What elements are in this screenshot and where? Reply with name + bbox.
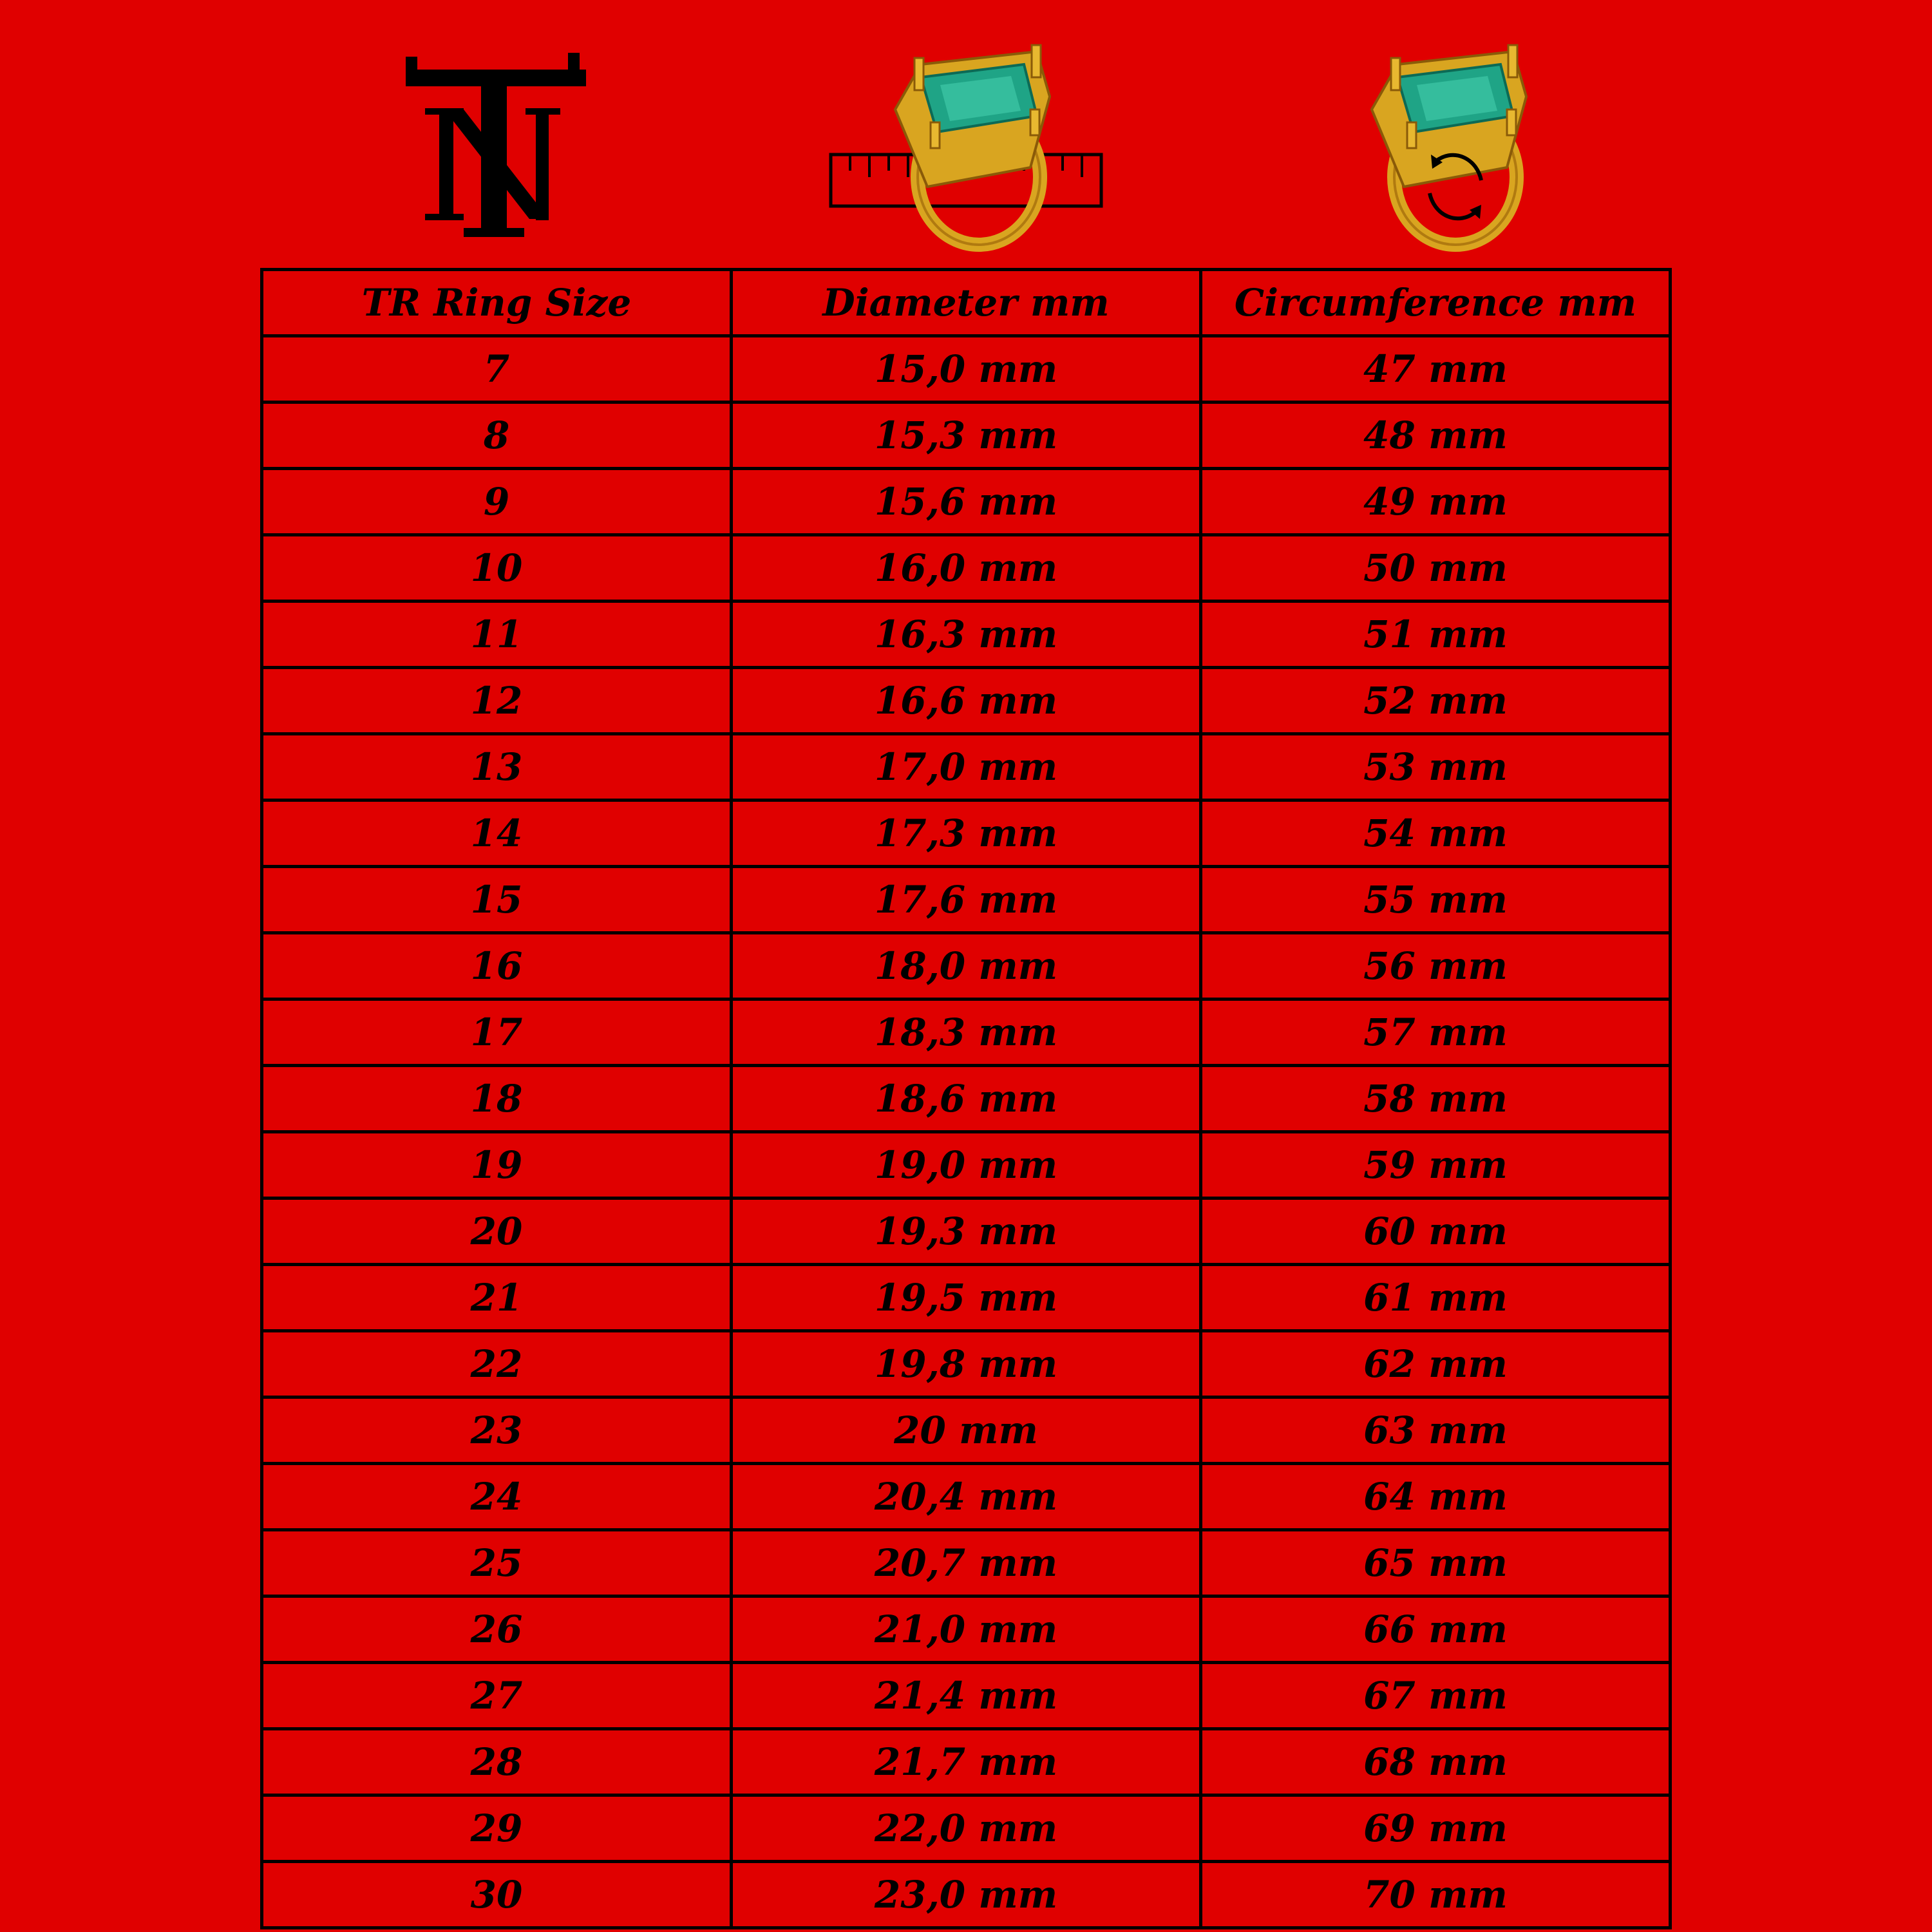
cell-circumference: 59 mm bbox=[1201, 1132, 1671, 1198]
cell-ring-size: 22 bbox=[262, 1331, 732, 1397]
cell-diameter: 15,0 mm bbox=[732, 336, 1201, 402]
header-circumference: Circumference mm bbox=[1201, 270, 1671, 336]
cell-ring-size: 12 bbox=[262, 668, 732, 734]
cell-circumference: 65 mm bbox=[1201, 1530, 1671, 1596]
table-row bbox=[262, 1795, 1671, 1862]
cell-circumference: 66 mm bbox=[1201, 1596, 1671, 1663]
table-row bbox=[262, 933, 1671, 999]
table-row bbox=[262, 668, 1671, 734]
cell-ring-size: 10 bbox=[262, 535, 732, 601]
cell-ring-size: 7 bbox=[262, 336, 732, 402]
cell-circumference: 70 mm bbox=[1201, 1862, 1671, 1928]
cell-diameter: 21,7 mm bbox=[732, 1729, 1201, 1795]
cell-diameter: 16,6 mm bbox=[732, 668, 1201, 734]
table-row bbox=[262, 1265, 1671, 1331]
cell-circumference: 47 mm bbox=[1201, 336, 1671, 402]
cell-ring-size: 16 bbox=[262, 933, 732, 999]
ring-size-table bbox=[260, 268, 1672, 1929]
cell-ring-size: 23 bbox=[262, 1397, 732, 1464]
header bbox=[0, 0, 1932, 258]
cell-diameter: 16,0 mm bbox=[732, 535, 1201, 601]
table-row bbox=[262, 336, 1671, 402]
table-row bbox=[262, 1663, 1671, 1729]
header-diameter: Diameter mm bbox=[732, 270, 1201, 336]
table-row bbox=[262, 469, 1671, 535]
cell-diameter: 16,3 mm bbox=[732, 601, 1201, 668]
cell-ring-size: 26 bbox=[262, 1596, 732, 1663]
cell-ring-size: 17 bbox=[262, 999, 732, 1066]
tn-monogram-logo bbox=[399, 50, 592, 243]
table-row bbox=[262, 535, 1671, 601]
table-row bbox=[262, 1397, 1671, 1464]
cell-ring-size: 28 bbox=[262, 1729, 732, 1795]
cell-diameter: 21,4 mm bbox=[732, 1663, 1201, 1729]
cell-ring-size: 25 bbox=[262, 1530, 732, 1596]
cell-circumference: 64 mm bbox=[1201, 1464, 1671, 1530]
cell-ring-size: 29 bbox=[262, 1795, 732, 1862]
cell-circumference: 69 mm bbox=[1201, 1795, 1671, 1862]
table-row bbox=[262, 1066, 1671, 1132]
cell-circumference: 67 mm bbox=[1201, 1663, 1671, 1729]
cell-ring-size: 21 bbox=[262, 1265, 732, 1331]
cell-circumference: 48 mm bbox=[1201, 402, 1671, 469]
cell-diameter: 17,3 mm bbox=[732, 800, 1201, 867]
cell-diameter: 18,0 mm bbox=[732, 933, 1201, 999]
ring-with-ruler-icon bbox=[824, 39, 1108, 258]
table-row bbox=[262, 1331, 1671, 1397]
cell-diameter: 22,0 mm bbox=[732, 1795, 1201, 1862]
cell-circumference: 62 mm bbox=[1201, 1331, 1671, 1397]
cell-circumference: 68 mm bbox=[1201, 1729, 1671, 1795]
cell-diameter: 21,0 mm bbox=[732, 1596, 1201, 1663]
cell-ring-size: 27 bbox=[262, 1663, 732, 1729]
cell-diameter: 17,6 mm bbox=[732, 867, 1201, 933]
cell-circumference: 51 mm bbox=[1201, 601, 1671, 668]
table-header-row bbox=[262, 270, 1671, 336]
cell-diameter: 20,4 mm bbox=[732, 1464, 1201, 1530]
cell-diameter: 18,6 mm bbox=[732, 1066, 1201, 1132]
table-row bbox=[262, 601, 1671, 668]
cell-circumference: 60 mm bbox=[1201, 1198, 1671, 1265]
cell-diameter: 19,0 mm bbox=[732, 1132, 1201, 1198]
cell-ring-size: 15 bbox=[262, 867, 732, 933]
cell-circumference: 53 mm bbox=[1201, 734, 1671, 800]
cell-circumference: 52 mm bbox=[1201, 668, 1671, 734]
table-row bbox=[262, 402, 1671, 469]
table-row bbox=[262, 867, 1671, 933]
cell-diameter: 20 mm bbox=[732, 1397, 1201, 1464]
table-body bbox=[262, 336, 1671, 1928]
cell-ring-size: 20 bbox=[262, 1198, 732, 1265]
table-row bbox=[262, 1862, 1671, 1928]
cell-diameter: 23,0 mm bbox=[732, 1862, 1201, 1928]
cell-diameter: 19,3 mm bbox=[732, 1198, 1201, 1265]
cell-circumference: 56 mm bbox=[1201, 933, 1671, 999]
ring-with-rotation-arrows-icon bbox=[1352, 39, 1546, 258]
table-row bbox=[262, 1198, 1671, 1265]
cell-ring-size: 18 bbox=[262, 1066, 732, 1132]
cell-circumference: 50 mm bbox=[1201, 535, 1671, 601]
cell-diameter: 15,3 mm bbox=[732, 402, 1201, 469]
cell-ring-size: 13 bbox=[262, 734, 732, 800]
table-row bbox=[262, 1530, 1671, 1596]
cell-ring-size: 24 bbox=[262, 1464, 732, 1530]
cell-diameter: 17,0 mm bbox=[732, 734, 1201, 800]
cell-circumference: 58 mm bbox=[1201, 1066, 1671, 1132]
cell-circumference: 63 mm bbox=[1201, 1397, 1671, 1464]
table-row bbox=[262, 734, 1671, 800]
cell-diameter: 15,6 mm bbox=[732, 469, 1201, 535]
cell-diameter: 19,5 mm bbox=[732, 1265, 1201, 1331]
table-row bbox=[262, 800, 1671, 867]
cell-ring-size: 9 bbox=[262, 469, 732, 535]
cell-diameter: 20,7 mm bbox=[732, 1530, 1201, 1596]
table-row bbox=[262, 1464, 1671, 1530]
header-ring-size: TR Ring Size bbox=[262, 270, 732, 336]
cell-ring-size: 30 bbox=[262, 1862, 732, 1928]
cell-circumference: 49 mm bbox=[1201, 469, 1671, 535]
cell-ring-size: 14 bbox=[262, 800, 732, 867]
table-row bbox=[262, 1596, 1671, 1663]
cell-diameter: 19,8 mm bbox=[732, 1331, 1201, 1397]
cell-ring-size: 19 bbox=[262, 1132, 732, 1198]
cell-ring-size: 8 bbox=[262, 402, 732, 469]
cell-circumference: 61 mm bbox=[1201, 1265, 1671, 1331]
cell-diameter: 18,3 mm bbox=[732, 999, 1201, 1066]
table-row bbox=[262, 1132, 1671, 1198]
cell-circumference: 57 mm bbox=[1201, 999, 1671, 1066]
table-row bbox=[262, 999, 1671, 1066]
cell-circumference: 55 mm bbox=[1201, 867, 1671, 933]
cell-circumference: 54 mm bbox=[1201, 800, 1671, 867]
table-row bbox=[262, 1729, 1671, 1795]
cell-ring-size: 11 bbox=[262, 601, 732, 668]
